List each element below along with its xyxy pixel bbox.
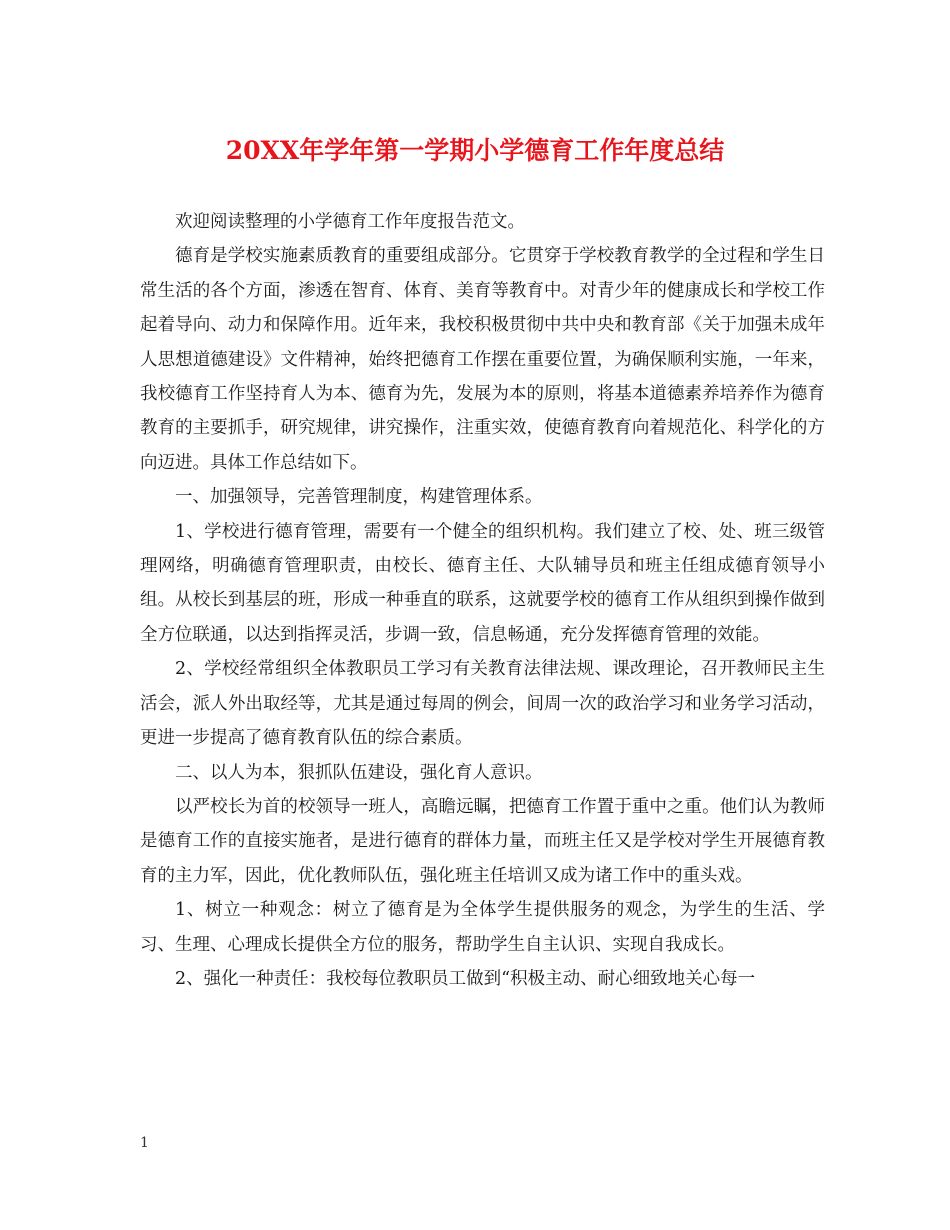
paragraph-section2-intro: 以严校长为首的校领导一班人，高瞻远瞩，把德育工作置于重中之重。他们认为教师是德育工作的直接实施者，是进行德育的群体力量，而班主任又是学校对学生开展德育教育的主力军，因此，优化教师队伍，强化班主任培训又成为诸工作中的重头戏。 <box>140 796 825 886</box>
document-body <box>140 205 825 996</box>
paragraph-intro: 欢迎阅读整理的小学德育工作年度报告范文。 <box>175 212 525 232</box>
page-number: 1 <box>140 1135 149 1151</box>
paragraph-section2-item1: 1、树立一种观念：树立了德育是为全体学生提供服务的观念，为学生的生活、学习、生理、心理成长提供全方位的服务，帮助学生自主认识、实现自我成长。 <box>140 900 825 955</box>
document-title: 20XX年学年第一学期小学德育工作年度总结 <box>225 136 725 165</box>
paragraph-section2-item2: 2、强化一种责任：我校每位教职员工做到“积极主动、耐心细致地关心每一 <box>175 968 756 989</box>
section-heading-2: 二、以人为本，狠抓队伍建设，强化育人意识。 <box>175 762 543 783</box>
paragraph-section1-item2: 2、学校经常组织全体教职员工学习有关教育法律法规、课改理论，召开教师民主生活会，派人外出取经等，尤其是通过每周的例会，间周一次的政治学习和业务学习活动，更进一步提高了德育教育队伍的综合素质。 <box>140 659 825 749</box>
paragraph-overview: 德育是学校实施素质教育的重要组成部分。它贯穿于学校教育教学的全过程和学生日常生活的各个方面，渗透在智育、体育、美育等教育中。对青少年的健康成长和学校工作起着导向、动力和保障作用。近年来，我校积极贯彻中共中央和教育部《关于加强未成年人思想道德建设》文件精神，始终把德育工作摆在重要位置，为确保顺利实施，一年来，我校德育工作坚持育人为本、德育为先，发展为本的原则，将基本道德素养培养作为德育教育的主要抓手，研究规律，讲究操作，注重实效，使德育教育向着规范化、科学化的方向迈进。具体工作总结如下。 <box>140 246 825 473</box>
section-heading-1: 一、加强领导，完善管理制度，构建管理体系。 <box>175 487 543 508</box>
paragraph-section1-item1: 1、学校进行德育管理，需要有一个健全的组织机构。我们建立了校、处、班三级管理网络，明确德育管理职责，由校长、德育主任、大队辅导员和班主任组成德育领导小组。从校长到基层的班，形成一种垂直的联系，这就要学校的德育工作从组织到操作做到全方位联通，以达到指挥灵活，步调一致，信息畅通，充分发挥德育管理的效能。 <box>140 521 825 645</box>
